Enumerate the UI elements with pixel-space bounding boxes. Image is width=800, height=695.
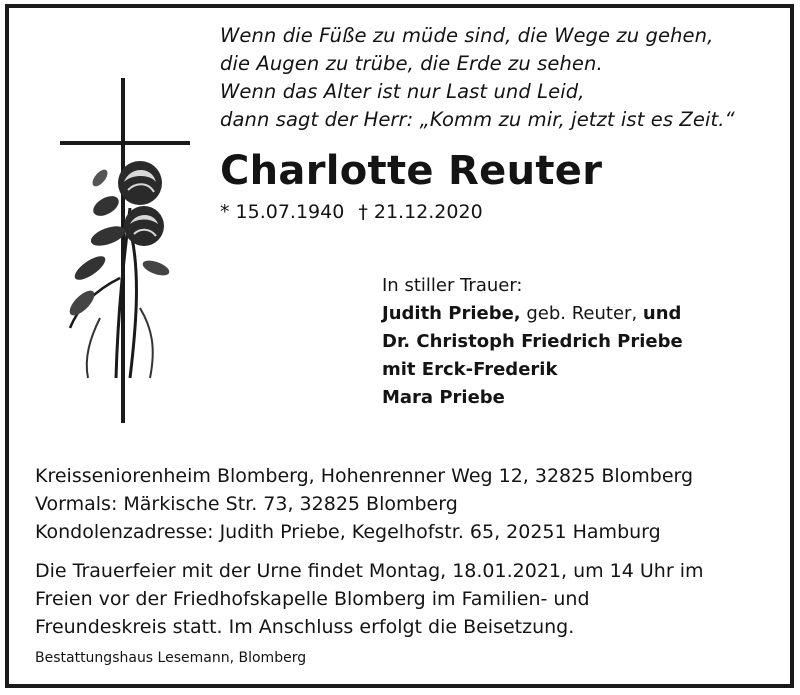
mourner-line: Dr. Christoph Friedrich Priebe (382, 331, 683, 352)
death-date: † 21.12.2020 (358, 201, 483, 223)
poem (220, 22, 780, 134)
ceremony-line: Freundeskreis statt. Im Anschluss erfolgt die Beisetzung. (35, 616, 575, 638)
ceremony-line: Die Trauerfeier mit der Urne findet Montag, 18.01.2021, um 14 Uhr im (35, 560, 704, 582)
poem-line: Wenn das Alter ist nur Last und Leid, (220, 80, 585, 103)
mourner-conjunction: und (642, 303, 682, 324)
ceremony-line: Freien vor der Friedhofskapelle Blomberg im Familien- und (35, 588, 590, 610)
life-dates (220, 201, 497, 223)
addresses (35, 462, 775, 546)
mourner-name: Judith Priebe, (382, 303, 521, 324)
birth-date: * 15.07.1940 (220, 201, 345, 223)
poem-line: die Augen zu trübe, die Erde zu sehen. (220, 52, 603, 75)
poem-line: Wenn die Füße zu müde sind, die Wege zu gehen, (220, 24, 714, 47)
mourners (382, 272, 782, 412)
mourner-line: mit Erck-Frederik (382, 359, 558, 380)
poem-line: dann sagt der Herr: „Komm zu mir, jetzt ist es Zeit.“ (220, 108, 735, 131)
address-line: Kreisseniorenheim Blomberg, Hohenrenner Weg 12, 32825 Blomberg (35, 465, 694, 487)
address-line: Vormals: Märkische Str. 73, 32825 Blomberg (35, 493, 458, 515)
mourner-maiden-name: geb. Reuter, (520, 303, 643, 324)
address-line: Kondolenzadresse: Judith Priebe, Kegelhofstr. 65, 20251 Hamburg (35, 521, 661, 543)
funeral-home: Bestattungshaus Lesemann, Blomberg (35, 650, 307, 666)
mourner-line: Mara Priebe (382, 387, 505, 408)
mourners-intro: In stiller Trauer: (382, 275, 523, 296)
deceased-name: Charlotte Reuter (220, 148, 603, 194)
ceremony-info (35, 557, 780, 641)
cross-with-roses-icon (60, 78, 190, 423)
mourner-line (382, 300, 782, 328)
